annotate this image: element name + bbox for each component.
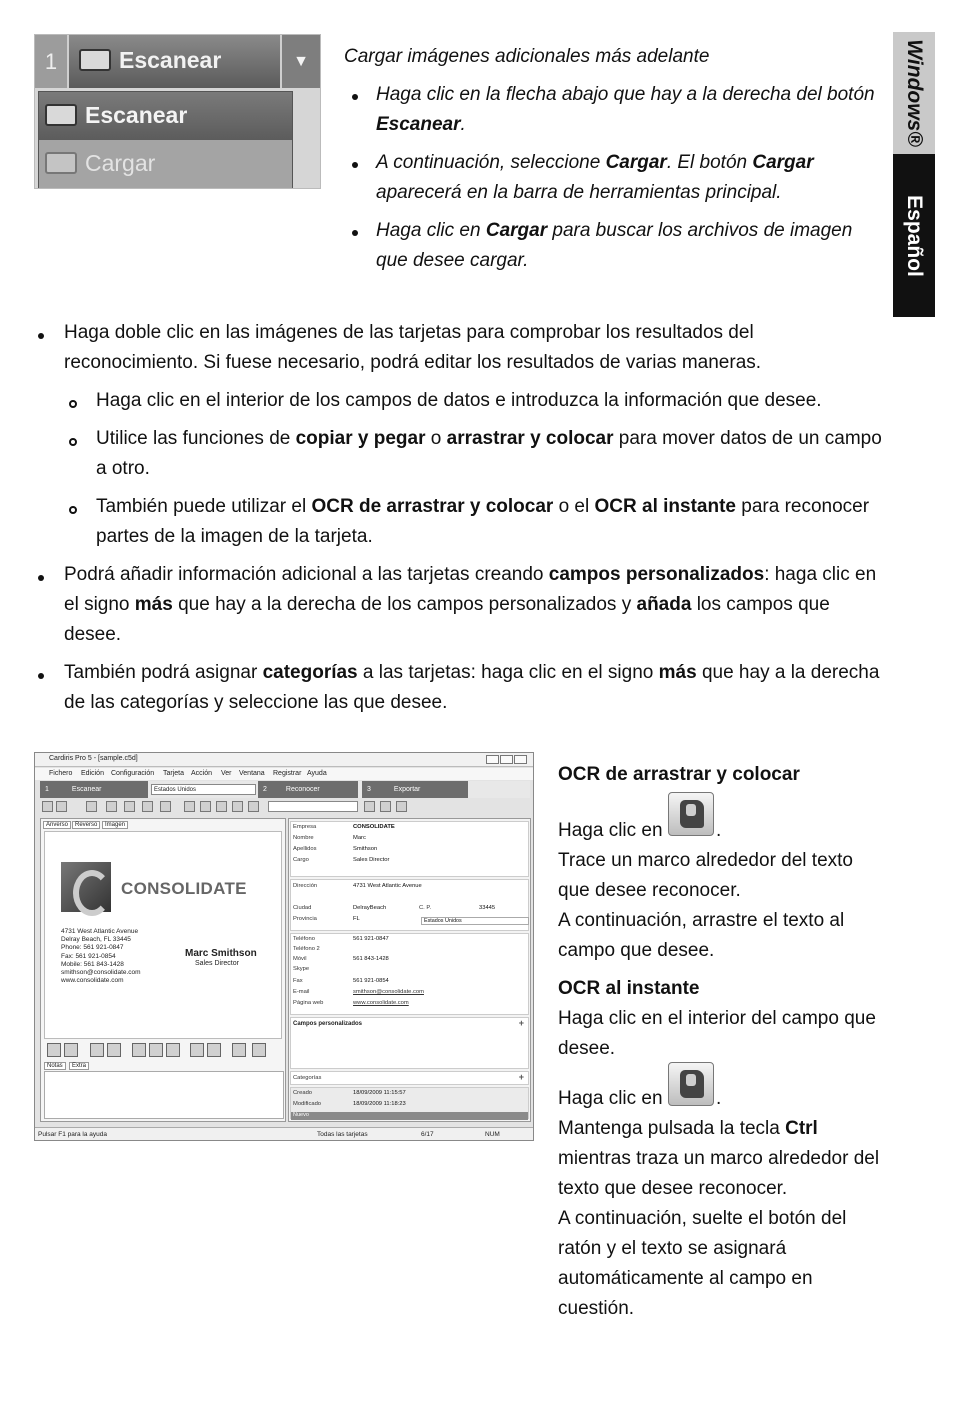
sub-bullet (69, 506, 77, 514)
main-bullet-2: Podrá añadir información adicional a las tarjetas creando campos personalizados: haga clic en el signo más que hay a la derecha de los campos personalizados y añada los campos que desee. (64, 564, 877, 645)
address-group: Dirección 4731 West Atlantic Avenue Ciudad DelrayBeach C. P. 33445 Provincia FL Estados Unidos (290, 879, 529, 931)
menu-tarjeta: Tarjeta (163, 770, 185, 777)
sub-bullet (69, 400, 77, 408)
view-icon (216, 801, 227, 812)
view-icon (184, 801, 195, 812)
windows-tab: Windows® (893, 32, 935, 154)
bullet (352, 162, 358, 168)
menu-item-cargar: Cargar (39, 140, 292, 188)
contact-group: Teléfono 561 921-0847 Teléfono 2 Móvil 561 843-1428 Skype Fax 561 921-0854 E-mail smithson@consolidate.com Página web www.consolidate.com (290, 933, 529, 1015)
main-bullet-3: También podrá asignar categorías a las tarjetas: haga clic en el signo más que hay a la derecha de las categorías y seleccione las que desee. (64, 662, 880, 713)
menu-ventana: Ventana (239, 770, 265, 777)
app-menubar (35, 768, 533, 780)
step-reconocer: 2 Reconocer (258, 781, 358, 798)
view-icon (248, 801, 259, 812)
card-image-pane (40, 818, 286, 1122)
toolbar-icon (42, 801, 53, 812)
link-icon (252, 1043, 266, 1057)
view-icon (200, 801, 211, 812)
tool-icon (107, 1043, 121, 1057)
filter-icon (86, 801, 97, 812)
scan-button-bar (35, 35, 320, 88)
step-exportar: 3 Exportar (362, 781, 468, 798)
scan-dropdown-menu (38, 91, 293, 188)
card-tools (44, 1041, 282, 1059)
bullet (352, 94, 358, 100)
sub-bullet-2: Utilice las funciones de copiar y pegar o arrastrar y colocar para mover datos de un campo a otro. (96, 428, 882, 479)
dropdown-arrow-icon: ▼ (280, 35, 320, 88)
view-icon (232, 801, 243, 812)
step-escanear: 1 Escanear (40, 781, 148, 798)
app-titlebar: Cardiris Pro 5 - [sample.c5d] (35, 753, 533, 767)
menu-ayuda: Ayuda (307, 770, 327, 777)
rotate-icon (149, 1043, 163, 1057)
menu-ver: Ver (221, 770, 232, 777)
prev-icon (124, 801, 135, 812)
ocr-instant-text: Haga clic en el interior del campo que desee. (558, 1008, 876, 1059)
app-statusbar: Pulsar F1 para la ayuda Todas las tarjetas 6/17 NUM (35, 1127, 533, 1140)
scan-menu-screenshot (34, 34, 321, 189)
last-icon (160, 801, 171, 812)
scan-button-label: Escanear (119, 47, 222, 73)
custom-fields-group: Campos personalizados + (290, 1017, 529, 1069)
tab-reverso: Reverso (72, 821, 100, 829)
tab-notas: Notas (44, 1062, 66, 1070)
espanol-tab: Español (893, 154, 935, 317)
search-icon (364, 801, 375, 812)
ocr-drag-title: OCR de arrastrar y colocar (558, 764, 800, 785)
identity-group: Empresa CONSOLIDATE Nombre Marc Apellidos Smithson Cargo Sales Director (290, 821, 529, 877)
scanner-icon (45, 104, 77, 126)
next-icon (142, 801, 153, 812)
menu-accion: Acción (191, 770, 213, 777)
dates-group: Creado 18/09/2009 11:15:57 Modificado 18/09/2009 11:18:23 Nuevo (290, 1087, 529, 1119)
rotate-icon (132, 1043, 146, 1057)
tab-extra: Extra (69, 1062, 89, 1070)
tab-anverso: Anverso (43, 821, 71, 829)
bullet (38, 673, 44, 679)
zoom-icon (47, 1043, 61, 1057)
find-icon (380, 801, 391, 812)
fields-pane (288, 818, 531, 1122)
ocr-instant-release: A continuación, suelte el botón del ratón y el texto se asignará automáticamente al campo en cuestión. (558, 1208, 847, 1319)
bullet (38, 575, 44, 581)
window-controls (485, 755, 529, 764)
load-bullet-3: Haga clic en Cargar para buscar los archivos de imagen que desee cargar. (376, 220, 853, 271)
app-stepbar (40, 781, 530, 798)
country-select: Estados Unidos (151, 784, 256, 795)
first-icon (106, 801, 117, 812)
card-person: Marc Smithson (185, 948, 257, 959)
cardiris-app-screenshot (34, 752, 534, 1141)
plus-icon: + (518, 1018, 524, 1028)
menu-configuracion: Configuración (111, 770, 155, 777)
business-card-image (44, 831, 282, 1039)
edit-icon (232, 1043, 246, 1057)
card-role: Sales Director (195, 960, 239, 967)
close-icon (514, 755, 527, 764)
ocr-drag-click: Haga clic en (558, 820, 663, 841)
minimize-icon (486, 755, 499, 764)
load-icon (45, 152, 77, 174)
crop-icon (190, 1043, 204, 1057)
ocr-instant-ctrl: Mantenga pulsada la tecla Ctrl mientras traza un marco alrededor del texto que desee reconocer. (558, 1118, 880, 1199)
plus-icon: + (518, 1072, 524, 1082)
menu-item-escanear: Escanear (39, 92, 292, 140)
ocr-drag-text-2: A continuación, arrastre el texto al campo que desee. (558, 910, 845, 961)
tool-icon (90, 1043, 104, 1057)
scanner-icon (79, 49, 111, 71)
app-toolbar (40, 800, 530, 814)
bullet (38, 333, 44, 339)
ocr-instant-icon (668, 1062, 714, 1106)
notes-textarea (44, 1071, 284, 1119)
ocr-drag-text: Trace un marco alrededor del texto que desee reconocer. (558, 850, 854, 901)
ocr-drag-drop-icon (668, 792, 714, 836)
crop-icon (207, 1043, 221, 1057)
card-address: 4731 West Atlantic Avenue Delray Beach, FL 33445 Phone: 561 921-0847 Fax: 561 921-0854 Mobile: 561 843-1428 smithson@consolidate.com www.consolidate.com (61, 928, 141, 985)
search-input (268, 801, 358, 812)
main-bullet-1: Haga doble clic en las imágenes de las tarjetas para comprobar los resultados del reconocimiento. Si fuese necesario, podrá editar los resultados de varias maneras. (64, 322, 762, 373)
step-number: 1 (35, 35, 69, 88)
tab-imagen: Imagen (102, 821, 128, 829)
menu-fichero: Fichero (49, 770, 73, 777)
sub-bullet-1: Haga clic en el interior de los campos de datos e introduzca la información que desee. (96, 390, 822, 411)
categories-group: Categorías + (290, 1071, 529, 1085)
ocr-instant-title: OCR al instante (558, 978, 700, 999)
sub-bullet (69, 438, 77, 446)
load-heading: Cargar imágenes adicionales más adelante (344, 46, 710, 67)
toolbar-icon (56, 801, 67, 812)
menu-edicion: Edición (81, 770, 104, 777)
ocr-icon (64, 1043, 78, 1057)
card-company: CONSOLIDATE (121, 879, 247, 898)
sub-bullet-3: También puede utilizar el OCR de arrastrar y colocar o el OCR al instante para reconocer partes de la imagen de la tarjeta. (96, 496, 870, 547)
menu-registrar: Registrar (273, 770, 302, 777)
load-bullet-1: Haga clic en la flecha abajo que hay a la derecha del botón Escanear. (376, 84, 875, 135)
bullet (352, 230, 358, 236)
load-bullet-2: A continuación, seleccione Cargar. El botón Cargar aparecerá en la barra de herramientas principal. (376, 152, 814, 203)
ocr-instant-click: Haga clic en (558, 1088, 663, 1109)
undo-icon (396, 801, 407, 812)
maximize-icon (500, 755, 513, 764)
rotate-icon (166, 1043, 180, 1057)
language-side-tab (893, 32, 935, 317)
company-logo (61, 862, 111, 912)
